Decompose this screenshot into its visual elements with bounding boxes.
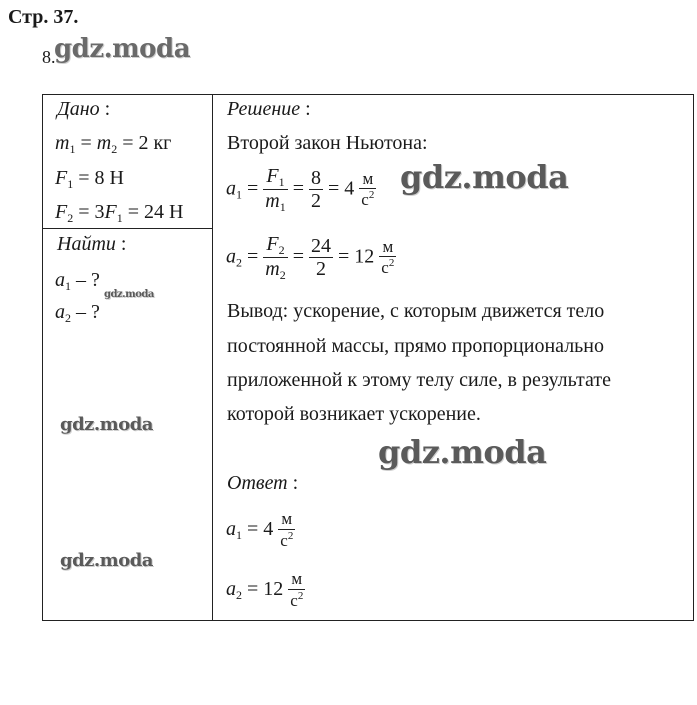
equation-a1: $a_1$ = $\frac{F_1}{m_1}$ = $\frac{8}{2}$ = 4 $\frac{м}{с^2}$ bbox=[226, 165, 375, 215]
given-title: Дано : bbox=[57, 98, 111, 120]
find-a2: $a_2$ – ? bbox=[55, 301, 100, 325]
given-find-divider bbox=[42, 228, 213, 229]
watermark: gdz.moda bbox=[378, 433, 547, 471]
watermark: gdz.moda bbox=[400, 158, 569, 196]
find-a1: $a_1$ – ? bbox=[55, 269, 100, 293]
watermark: gdz.moda bbox=[60, 550, 153, 571]
given-line-f1: $F_1 = 8$ Н bbox=[55, 167, 124, 191]
conclusion-line-2: постоянной массы, прямо пропорционально bbox=[227, 335, 605, 357]
given-line-masses: $m_1 = m_2 = 2$ кг bbox=[55, 132, 172, 156]
watermark: gdz.moda bbox=[54, 34, 191, 64]
fraction-8-2: $\frac{8}{2}$ bbox=[311, 167, 322, 213]
unit-m-per-s2: $\frac{м}{с^2}$ bbox=[381, 236, 395, 278]
fraction-f2-m2: $\frac{F_2}{m_2}$ bbox=[265, 233, 286, 283]
conclusion-line-1: Вывод: ускорение, с которым движется тело bbox=[227, 300, 605, 322]
conclusion-line-3: приложенной к этому телу силе, в результате bbox=[227, 369, 611, 391]
column-divider bbox=[212, 94, 213, 621]
fraction-f1-m1: $\frac{F_1}{m_1}$ bbox=[265, 165, 286, 215]
page-label: Стр. 37. bbox=[8, 6, 79, 28]
watermark: gdz.moda bbox=[104, 289, 154, 300]
conclusion-line-4: которой возникает ускорение. bbox=[227, 403, 481, 425]
watermark: gdz.moda bbox=[60, 414, 153, 435]
problem-number: 8. bbox=[42, 47, 56, 67]
given-line-f2: $F_2 = 3F_1 = 24$ Н bbox=[55, 201, 184, 225]
newton-law-label: Второй закон Ньютона: bbox=[227, 132, 428, 154]
fraction-24-2: $\frac{24}{2}$ bbox=[311, 235, 332, 281]
solution-title: Решение : bbox=[227, 98, 311, 120]
unit-m-per-s2: $\frac{м}{с^2}$ bbox=[361, 168, 375, 210]
answer-a2: $a_2 = 12$ $\frac{м}{с^2}$ bbox=[226, 569, 304, 610]
equation-a2: $a_2$ = $\frac{F_2}{m_2}$ = $\frac{24}{2}$ = 12 $\frac{м}{с^2}$ bbox=[226, 233, 395, 283]
unit-m-per-s2: $\frac{м}{с^2}$ bbox=[290, 569, 304, 610]
answer-title: Ответ : bbox=[227, 472, 299, 494]
answer-a1: $a_1 = 4$ $\frac{м}{с^2}$ bbox=[226, 509, 294, 550]
unit-m-per-s2: $\frac{м}{с^2}$ bbox=[280, 509, 294, 550]
find-title: Найти : bbox=[57, 233, 127, 255]
